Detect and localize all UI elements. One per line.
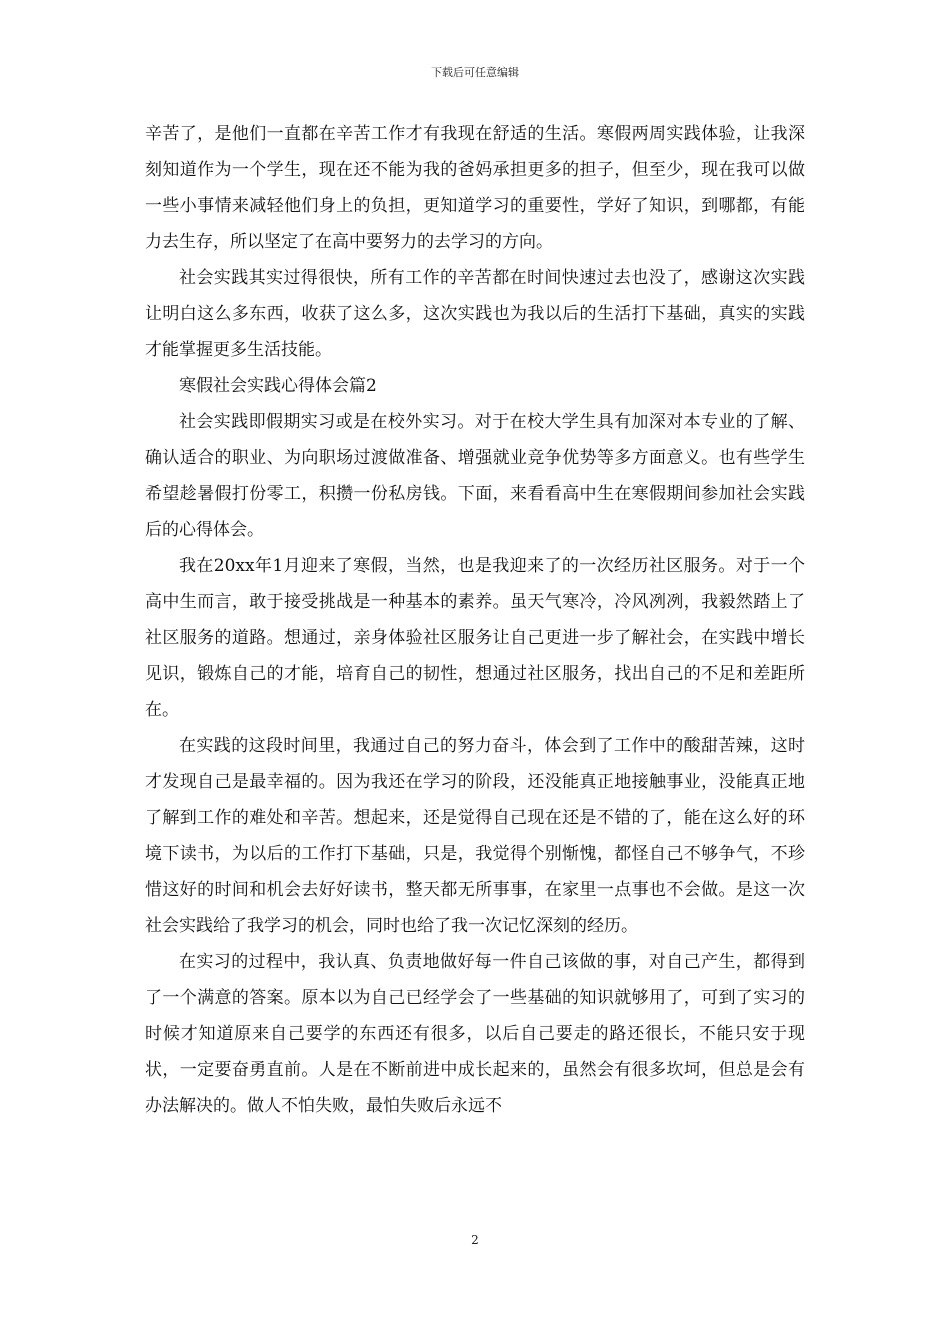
section-heading: 寒假社会实践心得体会篇2 bbox=[179, 376, 377, 396]
paragraph: 我在20xx年1月迎来了寒假，当然，也是我迎来了的一次经历社区服务。对于一个高中生而言，敢于接受挑战是一种基本的素养。虽天气寒冷，冷风冽冽，我毅然踏上了社区服务的道路。想通过，亲身体验社区服务让自己更进一步了解社会，在实践中增长见识，锻炼自己的才能，培育自己的韧性，想通过社区服务，找出自己的不足和差距所在。 bbox=[145, 556, 805, 720]
page-header: 下载后可任意编辑 bbox=[431, 66, 519, 79]
paragraph: 社会实践其实过得很快，所有工作的辛苦都在时间快速过去也没了，感谢这次实践让明白这么多东西，收获了这么多，这次实践也为我以后的生活打下基础，真实的实践才能掌握更多生活技能。 bbox=[145, 268, 805, 360]
page-number: 2 bbox=[471, 1233, 479, 1247]
paragraph: 社会实践即假期实习或是在校外实习。对于在校大学生具有加深对本专业的了解、确认适合的职业、为向职场过渡做准备、增强就业竞争优势等多方面意义。也有些学生希望趁暑假打份零工，积攒一份私房钱。下面，来看看高中生在寒假期间参加社会实践后的心得体会。 bbox=[145, 412, 805, 540]
document-body bbox=[145, 116, 805, 1124]
paragraph: 在实践的这段时间里，我通过自己的努力奋斗，体会到了工作中的酸甜苦辣，这时才发现自己是最幸福的。因为我还在学习的阶段，还没能真正地接触事业，没能真正地了解到工作的难处和辛苦。想起来，还是觉得自己现在还是不错的了，能在这么好的环境下读书，为以后的工作打下基础，只是，我觉得个别惭愧，都怪自己不够争气，不珍惜这好的时间和机会去好好读书，整天都无所事事，在家里一点事也不会做。是这一次社会实践给了我学习的机会，同时也给了我一次记忆深刻的经历。 bbox=[145, 736, 805, 936]
paragraph: 在实习的过程中，我认真、负责地做好每一件自己该做的事，对自己产生，都得到了一个满意的答案。原本以为自己已经学会了一些基础的知识就够用了，可到了实习的时候才知道原来自己要学的东西还有很多，以后自己要走的路还很长，不能只安于现状，一定要奋勇直前。人是在不断前进中成长起来的，虽然会有很多坎坷，但总是会有办法解决的。做人不怕失败，最怕失败后永远不 bbox=[145, 952, 805, 1116]
paragraph: 辛苦了，是他们一直都在辛苦工作才有我现在舒适的生活。寒假两周实践体验，让我深刻知道作为一个学生，现在还不能为我的爸妈承担更多的担子，但至少，现在我可以做一些小事情来减轻他们身上的负担，更知道学习的重要性，学好了知识，到哪都，有能力去生存，所以坚定了在高中要努力的去学习的方向。 bbox=[145, 124, 805, 252]
